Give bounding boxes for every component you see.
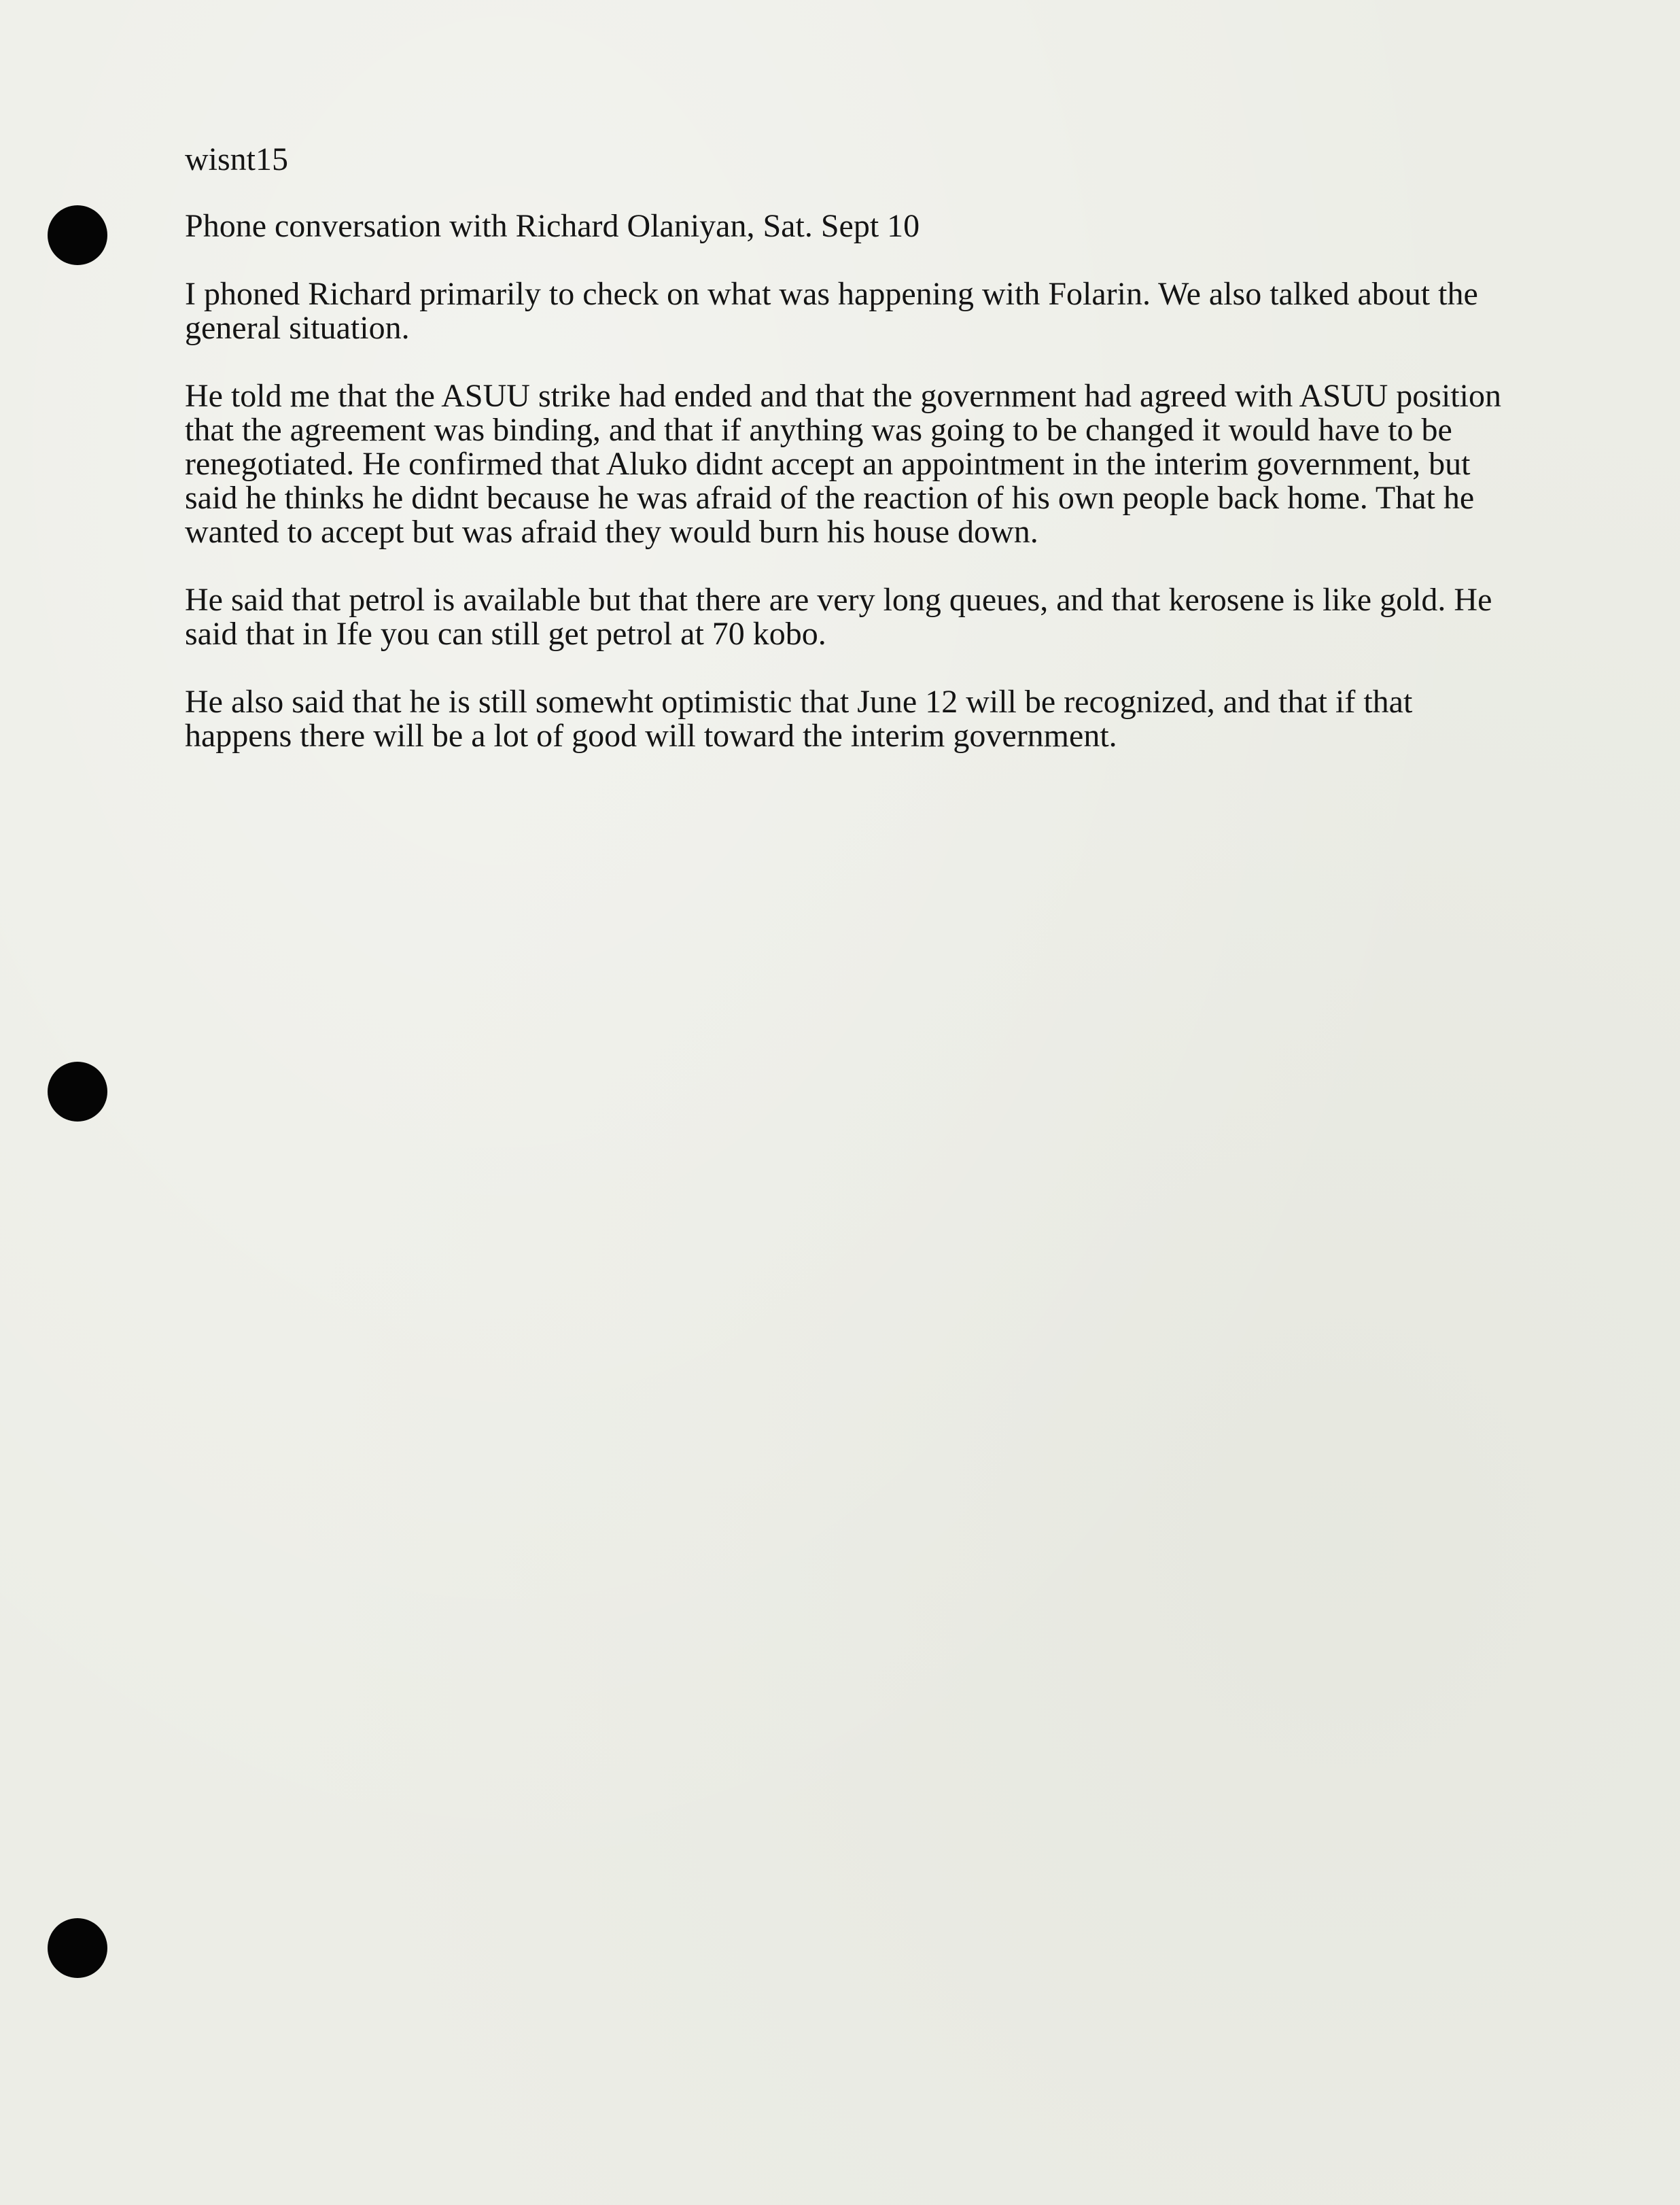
document-body [185,143,1503,787]
document-title: Phone conversation with Richard Olaniyan, Sat. Sept 10 [185,208,920,244]
paragraph-2: He told me that the ASUU strike had ended and that the government had agreed with ASUU position that the agreement was binding, and that if anything was going to be changed it would have to be renegotiated. He confirmed that Aluko didnt accept an appointment in the interim government, but said he thinks he didnt because he was afraid of the reaction of his own people back home. That he wanted to accept but was afraid they would burn his house down. [185,378,1501,550]
document-id: wisnt15 [185,141,289,177]
paragraph-4: He also said that he is still somewht optimistic that June 12 will be recognized, and that if that happens there will be a lot of good will toward the interim government. [185,684,1413,754]
paragraph-1: I phoned Richard primarily to check on what was happening with Folarin. We also talked about the general situation. [185,276,1478,346]
binder-hole-bottom [48,1918,107,1978]
binder-hole-middle [48,1062,107,1122]
binder-hole-top [48,205,107,265]
paragraph-3: He said that petrol is available but that there are very long queues, and that kerosene is like gold. He said that in Ife you can still get petrol at 70 kobo. [185,582,1492,652]
